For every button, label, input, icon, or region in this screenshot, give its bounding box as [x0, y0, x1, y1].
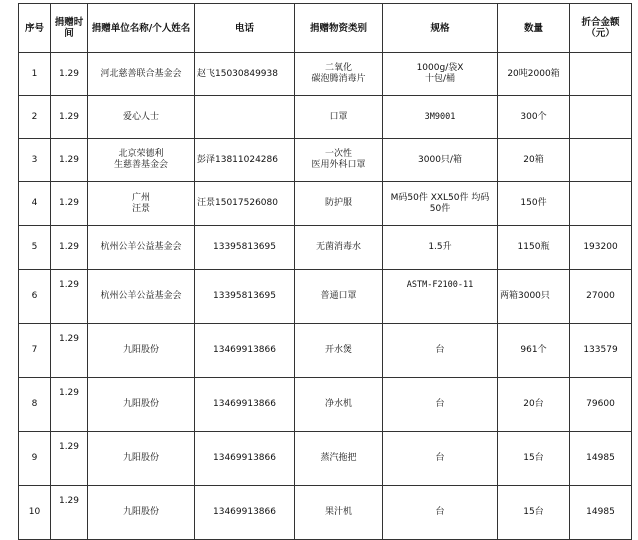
cell-amount — [570, 96, 632, 139]
cell-category: 蒸汽拖把 — [295, 432, 383, 486]
cell-date: 1.29 — [51, 139, 88, 182]
cell-qty: 20台 — [498, 378, 570, 432]
table-row — [19, 226, 632, 270]
header-spec: 规格 — [383, 4, 498, 53]
cell-amount — [570, 139, 632, 182]
cell-no: 9 — [19, 432, 51, 486]
table-row — [19, 486, 632, 540]
cell-qty: 1150瓶 — [498, 226, 570, 270]
cell-phone: 13469913866 — [195, 432, 295, 486]
table-row — [19, 432, 632, 486]
cell-qty: 15台 — [498, 432, 570, 486]
table-row — [19, 270, 632, 324]
header-no: 序号 — [19, 4, 51, 53]
cell-date: 1.29 — [51, 378, 88, 432]
cell-donor: 杭州公羊公益基金会 — [88, 270, 195, 324]
table-row — [19, 96, 632, 139]
cell-date: 1.29 — [51, 270, 88, 324]
cell-donor: 杭州公羊公益基金会 — [88, 226, 195, 270]
cell-no: 1 — [19, 53, 51, 96]
cell-qty: 20吨2000箱 — [498, 53, 570, 96]
cell-date: 1.29 — [51, 96, 88, 139]
cell-amount: 193200 — [570, 226, 632, 270]
cell-spec: 1.5升 — [383, 226, 498, 270]
cell-amount — [570, 182, 632, 226]
cell-qty: 300个 — [498, 96, 570, 139]
cell-phone: 赵飞15030849938 — [195, 53, 295, 96]
cell-date: 1.29 — [51, 432, 88, 486]
header-amount: 折合金额（元） — [570, 4, 632, 53]
cell-spec: 台 — [383, 432, 498, 486]
cell-phone: 彭泽13811024286 — [195, 139, 295, 182]
cell-donor: 河北慈善联合基金会 — [88, 53, 195, 96]
cell-category: 防护服 — [295, 182, 383, 226]
cell-donor: 九阳股份 — [88, 486, 195, 540]
table-row — [19, 53, 632, 96]
donation-table — [18, 3, 632, 540]
cell-date: 1.29 — [51, 486, 88, 540]
header-row — [19, 4, 632, 53]
cell-category: 口罩 — [295, 96, 383, 139]
header-phone: 电话 — [195, 4, 295, 53]
cell-category: 二氧化 碳泡腾消毒片 — [295, 53, 383, 96]
header-category: 捐赠物资类别 — [295, 4, 383, 53]
cell-category: 一次性 医用外科口罩 — [295, 139, 383, 182]
cell-spec: 台 — [383, 486, 498, 540]
cell-date: 1.29 — [51, 182, 88, 226]
cell-qty: 20箱 — [498, 139, 570, 182]
cell-qty: 150件 — [498, 182, 570, 226]
cell-donor: 爱心人士 — [88, 96, 195, 139]
cell-donor: 九阳股份 — [88, 432, 195, 486]
cell-amount: 79600 — [570, 378, 632, 432]
cell-phone: 13469913866 — [195, 486, 295, 540]
cell-category: 净水机 — [295, 378, 383, 432]
cell-no: 4 — [19, 182, 51, 226]
cell-no: 2 — [19, 96, 51, 139]
cell-category: 无菌消毒水 — [295, 226, 383, 270]
cell-no: 7 — [19, 324, 51, 378]
header-qty: 数量 — [498, 4, 570, 53]
cell-donor: 北京荣德利 生慈善基金会 — [88, 139, 195, 182]
cell-category: 果汁机 — [295, 486, 383, 540]
table-row — [19, 324, 632, 378]
cell-category: 开水煲 — [295, 324, 383, 378]
cell-spec: 台 — [383, 324, 498, 378]
cell-spec: M码50件 XXL50件 均码 50件 — [383, 182, 498, 226]
cell-amount — [570, 53, 632, 96]
cell-amount: 14985 — [570, 432, 632, 486]
cell-no: 10 — [19, 486, 51, 540]
table-row — [19, 182, 632, 226]
cell-amount: 27000 — [570, 270, 632, 324]
cell-amount: 14985 — [570, 486, 632, 540]
cell-amount: 133579 — [570, 324, 632, 378]
cell-phone: 13469913866 — [195, 378, 295, 432]
cell-phone: 汪景15017526080 — [195, 182, 295, 226]
cell-qty: 两箱3000只 — [498, 270, 570, 324]
cell-spec: 1000g/袋X 十包/桶 — [383, 53, 498, 96]
cell-no: 5 — [19, 226, 51, 270]
cell-spec: ASTM-F2100-11 — [383, 270, 498, 324]
cell-donor: 九阳股份 — [88, 324, 195, 378]
table-row — [19, 139, 632, 182]
cell-phone: 13395813695 — [195, 226, 295, 270]
header-date: 捐赠时间 — [51, 4, 88, 53]
cell-qty: 15台 — [498, 486, 570, 540]
table-row — [19, 378, 632, 432]
cell-phone: 13395813695 — [195, 270, 295, 324]
cell-category: 普通口罩 — [295, 270, 383, 324]
cell-qty: 961个 — [498, 324, 570, 378]
header-donor: 捐赠单位名称/个人姓名 — [88, 4, 195, 53]
cell-spec: 台 — [383, 378, 498, 432]
cell-donor: 九阳股份 — [88, 378, 195, 432]
cell-date: 1.29 — [51, 53, 88, 96]
cell-no: 8 — [19, 378, 51, 432]
cell-donor: 广州 汪景 — [88, 182, 195, 226]
cell-no: 3 — [19, 139, 51, 182]
cell-spec: 3000只/箱 — [383, 139, 498, 182]
cell-phone — [195, 96, 295, 139]
cell-spec: 3M9001 — [383, 96, 498, 139]
cell-no: 6 — [19, 270, 51, 324]
cell-phone: 13469913866 — [195, 324, 295, 378]
cell-date: 1.29 — [51, 324, 88, 378]
cell-date: 1.29 — [51, 226, 88, 270]
